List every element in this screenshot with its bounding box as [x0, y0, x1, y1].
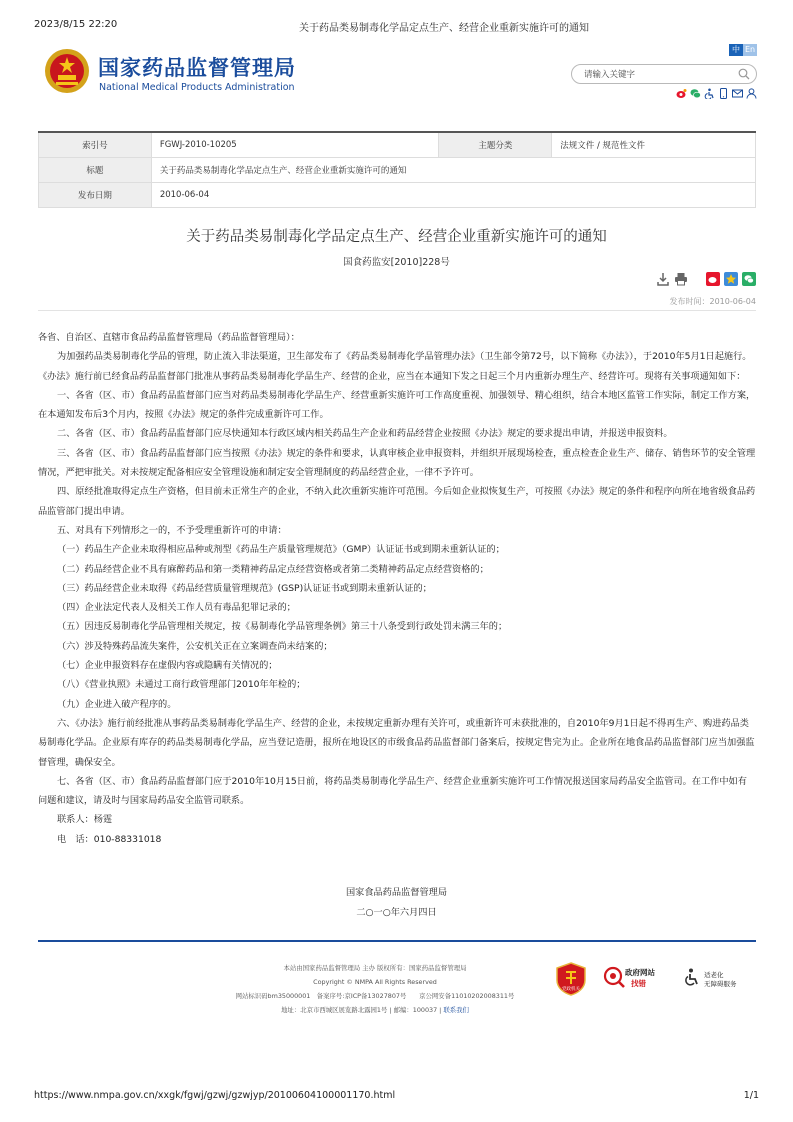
index-value: FGWJ-2010-10205: [151, 132, 439, 157]
table-row: [39, 132, 756, 157]
accessibility-badge-icon: [683, 968, 701, 988]
category-value: 法规文件 / 规范性文件: [552, 132, 756, 157]
divider: [38, 310, 756, 311]
table-row: [39, 157, 756, 182]
title-value: 关于药品类易制毒化学品定点生产、经营企业重新实施许可的通知: [151, 157, 755, 182]
user-icon[interactable]: [746, 88, 757, 99]
table-row: [39, 182, 756, 207]
paragraph-item-1: 一、各省（区、市）食品药品监督部门应当对药品类易制毒化学品生产、经营重新实施许可工作高度重视、加强领导、精心组织，结合本地区监管工作实际，制定工作方案，在本通知发布后3个月内，按照《办法》规定的条件完成重新许可工作。: [38, 389, 756, 421]
salutation: 各省、自治区、直辖市食品药品监督管理局（药品监督管理局）：: [38, 332, 300, 343]
gov-site-error-badge[interactable]: [603, 966, 655, 992]
contact-phone: 电 话：010-88331018: [57, 833, 162, 845]
site-name-en[interactable]: National Medical Products Administration: [99, 82, 295, 93]
site-header: [38, 44, 757, 104]
footer-record[interactable]: 网站标识码bm35000001 备案序号:京ICP备13027807号 京公网安备11010202008311号: [235, 992, 515, 1000]
list-item: （八）《营业执照》未通过工商行政管理部门2010年年检的；: [57, 679, 306, 691]
mobile-icon[interactable]: [718, 88, 729, 99]
signer: 国家食品药品监督管理局: [345, 887, 448, 898]
party-badge-label: 党政机关: [562, 987, 580, 992]
list-item: （七）企业申报资料存在虚假内容或隐瞒有关情况的；: [57, 660, 278, 672]
document-body: [38, 328, 756, 849]
gov-site-label: 政府网站: [625, 968, 655, 977]
social-icons: [676, 88, 757, 99]
article-tools: [656, 272, 756, 286]
category-label: 主题分类: [439, 132, 552, 157]
wechat-icon[interactable]: [690, 88, 701, 99]
contact-us-link[interactable]: 联系我们: [443, 1006, 469, 1014]
weibo-icon[interactable]: [676, 88, 687, 99]
list-item: （三）药品经营企业未取得《药品经营质量管理规范》(GSP)认证证书或到期未重新认证的；: [57, 582, 432, 594]
party-government-badge[interactable]: [555, 962, 587, 1000]
search-icon[interactable]: [738, 68, 750, 80]
gov-site-error-icon: [603, 966, 625, 988]
barrier-free-label: 无障碍服务: [704, 980, 737, 988]
share-qzone-icon[interactable]: [724, 272, 738, 286]
download-icon[interactable]: [656, 272, 670, 286]
paragraph-item-6: 六、《办法》施行前经批准从事药品类易制毒化学品生产、经营的企业，未按规定重新办理有关许可，或重新许可未获批准的，自2010年9月1日起不得再生产、购进药品类易制毒化学品。企业原有库存的药品类易制毒化学品，应当登记造册，报所在地设区的市级食品药品监督部门备案后，按规定售完为止。企业所在地食品药品监督部门应当加强监督管理，确保安全。: [38, 717, 755, 768]
footer-divider: [38, 940, 756, 942]
title-label: 标题: [39, 157, 152, 182]
footer-address-row: [210, 1003, 540, 1017]
date-label: 发布日期: [39, 182, 152, 207]
document-title: 关于药品类易制毒化学品定点生产、经营企业重新实施许可的通知: [186, 229, 607, 245]
national-emblem-icon[interactable]: [44, 48, 90, 94]
list-item: （六）涉及特殊药品流失案件，公安机关正在立案调查尚未结案的；: [57, 640, 333, 652]
aging-label: 适老化: [704, 971, 724, 979]
accessibility-icon[interactable]: [704, 88, 715, 99]
share-wechat-icon[interactable]: [742, 272, 756, 286]
list-item: （一）药品生产企业未取得相应品种或剂型《药品生产质量管理规范》（GMP）认证证书或到期未重新认证的；: [57, 544, 505, 556]
aging-accessibility-badge[interactable]: [683, 968, 737, 992]
site-name-cn[interactable]: 国家药品监督管理局: [98, 56, 296, 80]
lang-cn-button[interactable]: 中: [729, 44, 743, 56]
paragraph-item-2: 二、各省（区、市）食品药品监督部门应尽快通知本行政区域内相关药品生产企业和药品经营企业按照《办法》规定的要求提出申请，并报送申报资料。: [57, 428, 673, 440]
lang-en-button[interactable]: En: [744, 45, 756, 54]
document-number: 国食药监安[2010]228号: [343, 257, 450, 268]
mail-icon[interactable]: [732, 88, 743, 99]
contact-person: 联系人：杨霆: [57, 814, 113, 826]
print-icon[interactable]: [674, 272, 688, 286]
print-title: 关于药品类易制毒化学品定点生产、经营企业重新实施许可的通知: [299, 23, 589, 34]
print-page-number: 1/1: [743, 1090, 759, 1101]
paragraph-item-3: 三、各省（区、市）食品药品监督部门应当按照《办法》规定的条件和要求，认真审核企业申报资料，并组织开展现场检查，重点检查企业生产、储存、销售环节的安全管理情况，严把审批关。对未按规定配备相应安全管理设施和制定安全管理制度的药品经营企业，一律不予许可。: [38, 447, 756, 479]
footer-address: 地址：北京市西城区展览路北露园1号 | 邮编：100037 |: [281, 1006, 442, 1014]
index-label: 索引号: [39, 132, 152, 157]
paragraph-item-5: 五、对具有下列情形之一的，不予受理重新许可的申请：: [57, 524, 287, 536]
footer-copyright: Copyright © NMPA All Rights Reserved: [313, 978, 437, 986]
print-datetime: 2023/8/15 22:20: [34, 19, 118, 30]
list-item: （四）企业法定代表人及相关工作人员有毒品犯罪记录的；: [57, 602, 296, 614]
print-header: [34, 19, 759, 33]
paragraph-intro: 为加强药品类易制毒化学品的管理，防止流入非法渠道，卫生部发布了《药品类易制毒化学品管理办法》（卫生部令第72号，以下简称《办法》），于2010年5月1日起施行。《办法》施行前已经食品药品监督部门批准从事药品类易制毒化学品生产、经营的企业，应当在本通知下发之日起三个月内重新办理生产、经营许可。现将有关事项通知如下：: [38, 351, 752, 382]
paragraph-item-7: 七、各省（区、市）食品药品监督部门应于2010年10月15日前，将药品类易制毒化学品生产、经营企业重新实施许可工作情况报送国家局药品安全监管司。在工作中如有问题和建议，请及时与国家局药品安全监管司联系。: [38, 775, 747, 807]
search-input[interactable]: [584, 68, 734, 81]
publish-time: 发布时间：2010-06-04: [669, 297, 756, 306]
list-item: （九）企业进入破产程序的。: [57, 698, 177, 710]
footer-info: [210, 961, 540, 1017]
footer-sponsor: 本站由国家药品监督管理局 主办 版权所有：国家药品监督管理局: [283, 964, 467, 972]
sign-date: 二○一○年六月四日: [356, 907, 437, 918]
language-switch: [729, 44, 757, 56]
search-box: [571, 64, 757, 84]
list-item: （五）因违反易制毒化学品管理相关规定，按《易制毒化学品管理条例》第三十八条受到行政处罚未满三年的；: [57, 621, 508, 633]
gov-error-label: 找错: [631, 979, 646, 988]
paragraph-item-4: 四、原经批准取得定点生产资格，但目前未正常生产的企业，不纳入此次重新实施许可范围。今后如企业拟恢复生产，可按照《办法》规定的条件和程序向所在地省级食品药品监管部门提出申请。: [38, 486, 756, 517]
share-weibo-icon[interactable]: [706, 272, 720, 286]
list-item: （二）药品经营企业不具有麻醉药品和第一类精神药品定点经营资格或者第二类精神药品定点经营资格的；: [57, 563, 489, 575]
print-url: https://www.nmpa.gov.cn/xxgk/fgwj/gzwj/gzwjyp/20100604100001170.html: [34, 1090, 396, 1101]
metadata-table: [38, 131, 756, 208]
print-footer: [34, 1090, 759, 1104]
date-value: 2010-06-04: [151, 182, 755, 207]
